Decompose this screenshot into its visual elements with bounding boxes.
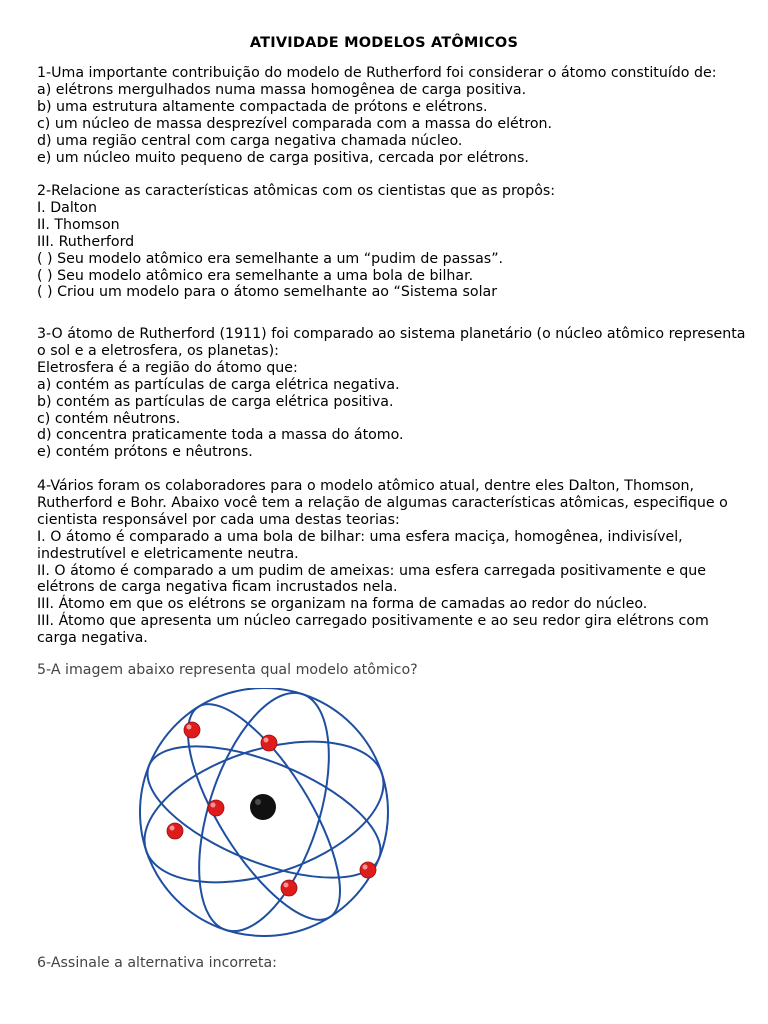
question-5-prompt: 5-A imagem abaixo representa qual modelo atômico? [37,662,418,678]
electron-6 [281,880,297,896]
question-4-item-2-line-2: elétrons de carga negativa ficam incrustados nela. [37,579,398,596]
question-3 [37,326,746,461]
question-5 [37,662,737,679]
question-1-option-d: d) uma região central com carga negativa chamada núcleo. [37,132,463,149]
question-4-prompt-line-1: 4-Vários foram os colaboradores para o modelo atômico atual, dentre eles Dalton, Thomson, [37,478,695,494]
atom-model-icon [135,688,395,940]
question-1-option-a: a) elétrons mergulhados numa massa homogênea de carga positiva. [37,81,527,98]
atom-nucleus [250,794,276,820]
question-2-scientist-2: II. Thomson [37,216,120,233]
question-2-statement-2: ( ) Seu modelo atômico era semelhante a uma bola de bilhar. [37,267,474,284]
question-4-item-4-line-2: carga negativa. [37,630,148,647]
question-3-prompt-line-2: o sol e a eletrosfera, os planetas): [37,342,279,359]
question-4-item-3: III. Átomo em que os elétrons se organizam na forma de camadas ao redor do núcleo. [37,596,648,613]
question-1-option-b: b) uma estrutura altamente compactada de prótons e elétrons. [37,98,488,115]
electron-5 [360,862,376,878]
electron-2 [261,735,277,751]
question-1-option-e: e) um núcleo muito pequeno de carga positiva, cercada por elétrons. [37,149,529,166]
electron-2-highlight [264,738,269,743]
question-3-prompt-line-1: 3-O átomo de Rutherford (1911) foi comparado ao sistema planetário (o núcleo atômico representa [37,326,746,342]
page-title: ATIVIDADE MODELOS ATÔMICOS [249,35,519,51]
electron-3-highlight [211,803,216,808]
question-2-statement-1: ( ) Seu modelo atômico era semelhante a um “pudim de passas”. [37,250,504,267]
question-4-prompt-line-3: cientista responsável por cada uma destas teorias: [37,511,400,528]
electron-3 [208,800,224,816]
electron-4 [167,823,183,839]
electron-5-highlight [363,865,368,870]
question-3-option-d: d) concentra praticamente toda a massa do átomo. [37,427,404,444]
question-2-scientist-3: III. Rutherford [37,233,135,250]
question-1-option-c: c) um núcleo de massa desprezível comparada com a massa do elétron. [37,115,553,132]
question-3-option-e: e) contém prótons e nêutrons. [37,444,253,461]
question-3-option-c: c) contém nêutrons. [37,410,181,427]
question-1 [37,65,737,166]
question-4-prompt-line-2: Rutherford e Bohr. Abaixo você tem a relação de algumas características atômicas, especifique o [37,494,728,511]
question-1-prompt: 1-Uma importante contribuição do modelo de Rutherford foi considerar o átomo constituído de: [37,65,717,81]
question-3-option-b: b) contém as partículas de carga elétrica positiva. [37,393,394,410]
question-2-statement-3: ( ) Criou um modelo para o átomo semelhante ao “Sistema solar [37,284,498,301]
question-2-scientist-1: I. Dalton [37,199,97,216]
electron-4-highlight [170,826,175,831]
question-4 [37,478,737,647]
question-3-option-a: a) contém as partículas de carga elétrica negativa. [37,376,400,393]
nucleus-highlight [255,799,261,805]
question-4-item-1-line-2: indestrutível e eletricamente neutra. [37,545,299,562]
question-2-prompt: 2-Relacione as características atômicas com os cientistas que as propôs: [37,183,556,199]
question-2 [37,183,737,301]
question-3-prompt-line-3: Eletrosfera é a região do átomo que: [37,359,298,376]
electron-1-highlight [187,725,192,730]
electron-1 [184,722,200,738]
question-4-item-2-line-1: II. O átomo é comparado a um pudim de ameixas: uma esfera carregada positivamente e que [37,562,707,579]
electron-6-highlight [284,883,289,888]
question-6 [37,955,737,972]
question-4-item-1-line-1: I. O átomo é comparado a uma bola de bilhar: uma esfera maciça, homogênea, indivisível, [37,528,683,545]
question-4-item-4-line-1: III. Átomo que apresenta um núcleo carregado positivamente e ao seu redor gira elétrons com [37,613,709,630]
question-6-prompt: 6-Assinale a alternativa incorreta: [37,955,277,971]
